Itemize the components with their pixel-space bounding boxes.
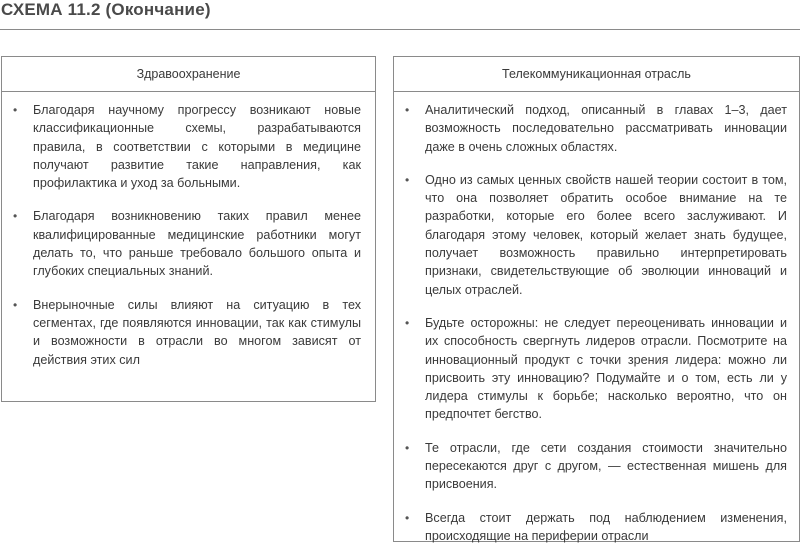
column-healthcare [1, 56, 376, 402]
list-item-text: Аналитический подход, описанный в главах 1–3, дает возможность последовательно рассматривать инновации даже в очень сложных областях. [425, 103, 787, 154]
bullet-icon: • [405, 510, 410, 525]
list-item-text: Внерыночные силы влияют на ситуацию в тех сегментах, где появляются инновации, так как стимулы и возможности в отрасли во многом зависят от действия этих сил [33, 297, 361, 367]
list-item [13, 207, 361, 280]
bullet-icon: • [405, 172, 410, 187]
bullet-icon: • [13, 209, 18, 224]
title-divider [0, 29, 800, 30]
list-item-text: Те отрасли, где сети создания стоимости значительно пересекаются друг с другом, — естественная мишень для присвоения. [425, 440, 787, 492]
bullet-icon: • [13, 103, 18, 117]
list-item [13, 101, 361, 192]
list-item [405, 509, 787, 545]
bullet-list [2, 92, 375, 369]
bullet-icon: • [405, 103, 410, 117]
list-item-text: Всегда стоит держать под наблюдением изменения, происходящие на периферии отрасли [425, 510, 787, 543]
bullet-icon: • [405, 440, 410, 455]
bullet-icon: • [405, 315, 410, 330]
list-item [405, 439, 787, 494]
bullet-list [394, 92, 799, 545]
list-item [13, 296, 361, 369]
page-title: СХЕМА 11.2 (Окончание) [1, 0, 211, 19]
column-heading: Телекоммуникационная отрасль [394, 57, 799, 92]
column-telecom [393, 56, 800, 542]
list-item [405, 314, 787, 424]
list-item-text: Благодаря возникновению таких правил менее квалифицированные медицинские работники могут делать то, что раньше требовало большого опыта и глубоких специальных знаний. [33, 209, 361, 279]
list-item [405, 101, 787, 156]
list-item-text: Одно из самых ценных свойств нашей теории состоит в том, что она позволяет обратить особое внимание на те разработки, которые его более всего заслуживают. И благодаря этому человек, который желает знать будущее, получает возможность правильно интерпретировать признаки, свидетельствующие об эволюции инноваций и целых отраслей. [425, 172, 787, 297]
list-item-text: Благодаря научному прогрессу возникают новые классификационные схемы, разрабатываются правила, в соответствии с которыми в медицине получают развитие такие направления, как профилактика и уход за больными. [33, 103, 361, 191]
list-item [405, 171, 787, 299]
bullet-icon: • [13, 297, 18, 312]
list-item-text: Будьте осторожны: не следует переоценивать инновации и их способность свергнуть лидеров отрасли. Посмотрите на инновационный продукт с точки зрения лидера: можно ли присвоить эту инновацию? Подумайте и о том, есть ли у лидера стимулы к борьбе; насколько вероятно, что он предпочтет бегство. [425, 315, 787, 422]
column-heading: Здравоохранение [2, 57, 375, 92]
